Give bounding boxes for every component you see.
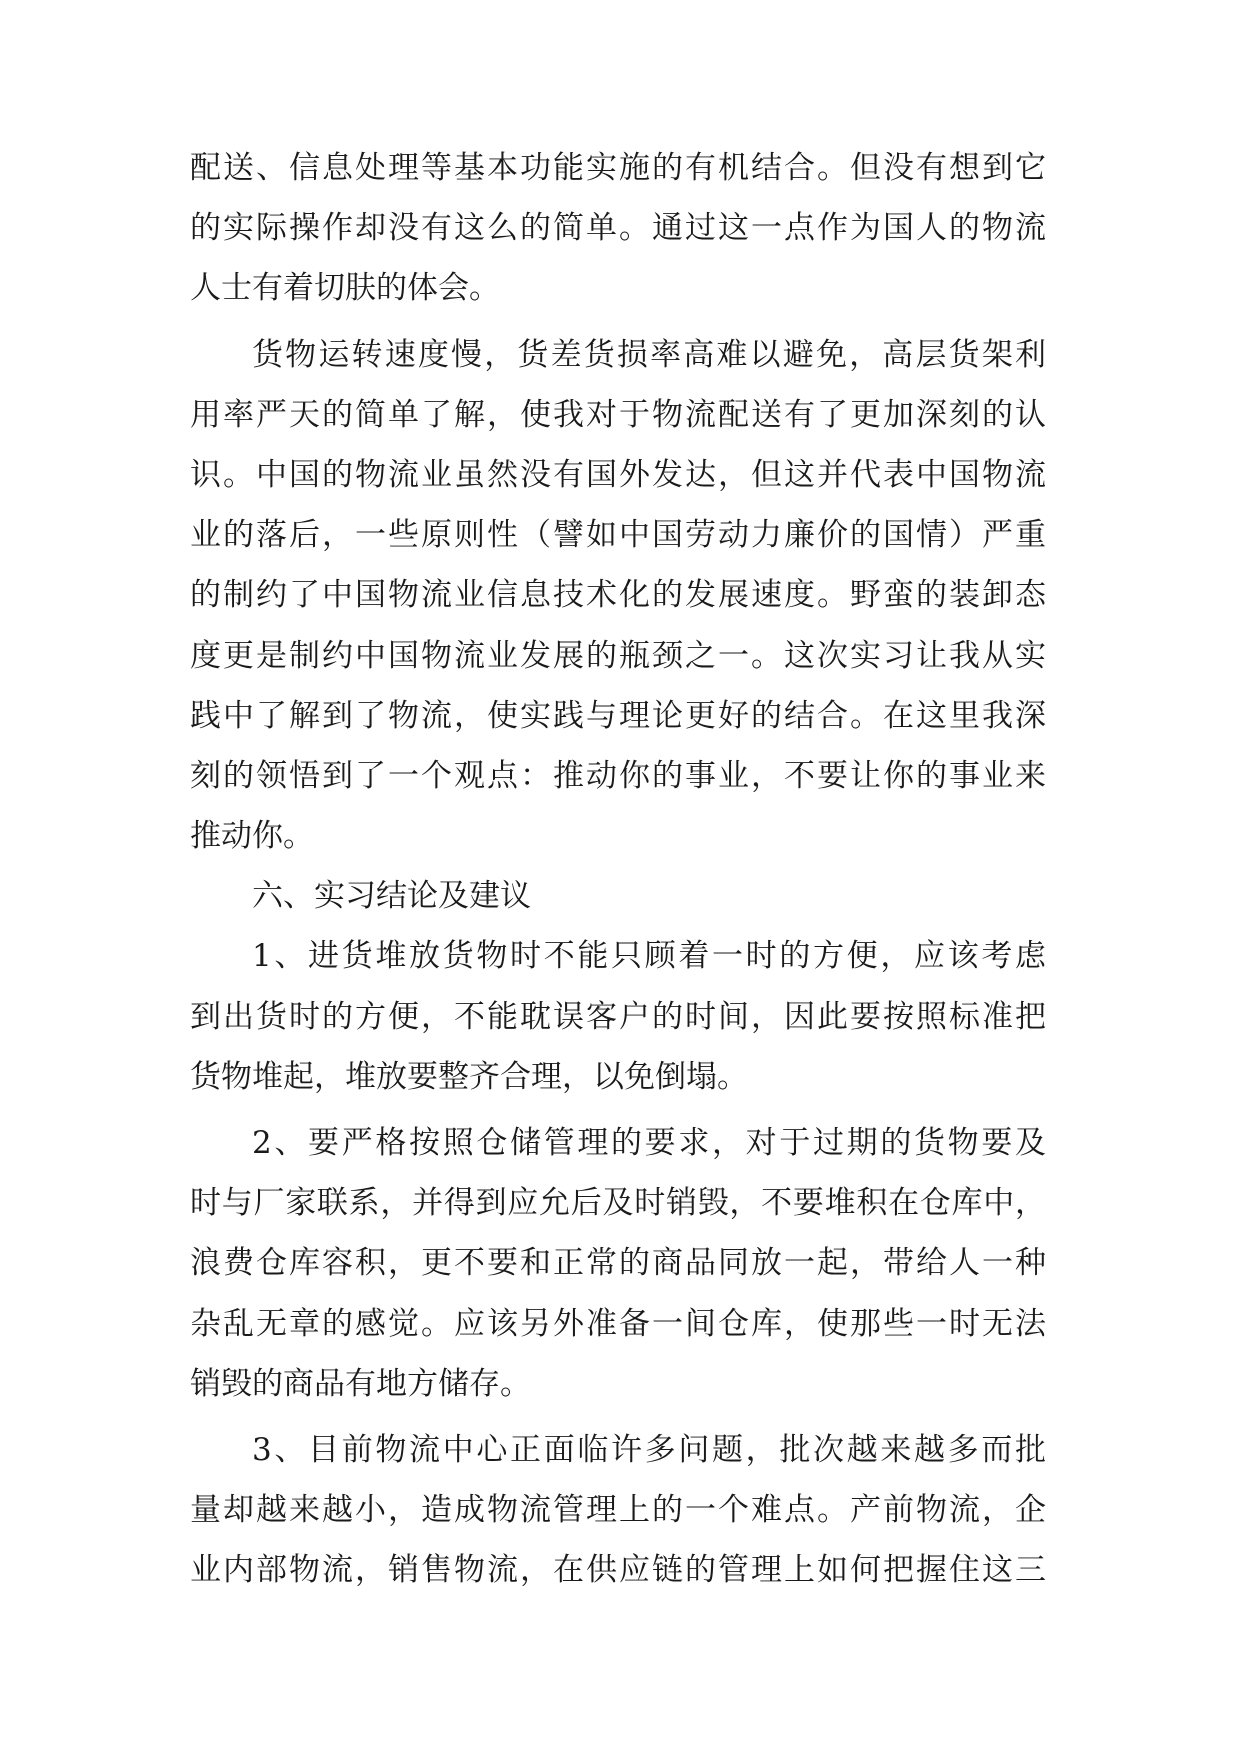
text-line: 配送、信息处理等基本功能实施的有机结合。但没有想到它 bbox=[190, 150, 1046, 186]
text-line: 量却越来越小，造成物流管理上的一个难点。产前物流，企 bbox=[190, 1492, 1046, 1529]
text-line: 货物运转速度慢，货差货损率高难以避免，高层货架利 bbox=[252, 336, 1046, 373]
text-line: 浪费仓库容积，更不要和正常的商品同放一起，带给人一种 bbox=[190, 1245, 1046, 1282]
text-line: 的制约了中国物流业信息技术化的发展速度。野蛮的装卸态 bbox=[190, 577, 1046, 614]
text-line: 人士有着切肤的体会。 bbox=[190, 270, 500, 307]
text-line: 1、进货堆放货物时不能只顾着一时的方便，应该考虑 bbox=[252, 938, 1046, 975]
text-line: 业内部物流，销售物流，在供应链的管理上如何把握住这三 bbox=[190, 1552, 1046, 1589]
text-line: 业的落后，一些原则性（譬如中国劳动力廉价的国情）严重 bbox=[190, 517, 1046, 554]
text-line: 刻的领悟到了一个观点：推动你的事业，不要让你的事业来 bbox=[190, 757, 1046, 794]
text-line: 时与厂家联系，并得到应允后及时销毁，不要堆积在仓库中， bbox=[190, 1185, 1046, 1222]
text-line: 的实际操作却没有这么的简单。通过这一点作为国人的物流 bbox=[190, 210, 1046, 247]
text-line: 2、要严格按照仓储管理的要求，对于过期的货物要及 bbox=[252, 1125, 1046, 1161]
text-line: 杂乱无章的感觉。应该另外准备一间仓库，使那些一时无法 bbox=[190, 1305, 1046, 1342]
document-page bbox=[190, 138, 1046, 1601]
text-line: 货物堆起，堆放要整齐合理，以免倒塌。 bbox=[190, 1058, 748, 1095]
text-line: 推动你。 bbox=[190, 818, 314, 855]
text-line: 到出货时的方便，不能耽误客户的时间，因此要按照标准把 bbox=[190, 998, 1046, 1035]
text-line: 销毁的商品有地方储存。 bbox=[190, 1365, 531, 1402]
text-line: 度更是制约中国物流业发展的瓶颈之一。这次实习让我从实 bbox=[190, 637, 1046, 674]
text-line: 六、实习结论及建议 bbox=[252, 878, 531, 915]
text-line: 践中了解到了物流，使实践与理论更好的结合。在这里我深 bbox=[190, 697, 1046, 734]
text-line: 3、目前物流中心正面临许多问题，批次越来越多而批 bbox=[252, 1431, 1046, 1468]
text-line: 识。中国的物流业虽然没有国外发达，但这并代表中国物流 bbox=[190, 456, 1046, 493]
text-line: 用率严天的简单了解，使我对于物流配送有了更加深刻的认 bbox=[190, 396, 1046, 433]
